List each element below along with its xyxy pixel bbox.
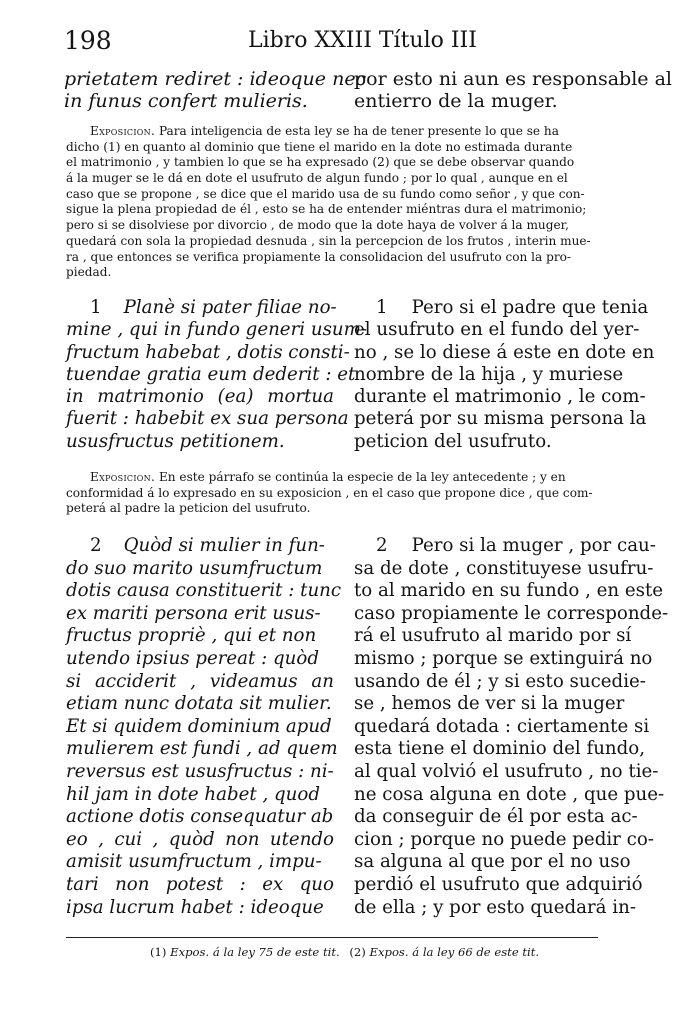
spanish-column (354, 535, 669, 919)
expos-line: quedará con sola la propiedad desnuda , sin la percepcion de los frutos , interin mue- (66, 233, 591, 248)
spanish-line: durante el matrimonio , le com- (354, 386, 646, 408)
word: potest (165, 873, 224, 895)
word: non (225, 828, 260, 850)
expos-line: pero si se disolviese por divorcio , de modo que la dote haya de volver á la muger, (66, 218, 569, 233)
exposicion-note (66, 124, 618, 281)
spanish-line: perdió el usufruto que adquirió (354, 873, 643, 895)
exposicion-note (66, 470, 618, 517)
expos-text: Para inteligencia de esta ley se ha de tener presente lo que se ha (158, 124, 559, 138)
spanish-line: caso propiamente le corresponde- (354, 602, 669, 624)
latin-line: in funus confert mulieris. (64, 90, 308, 112)
spanish-line: rá el usufruto al marido por sí (354, 625, 632, 647)
footnote-number: (2) (349, 945, 366, 959)
spanish-line: el usufruto en el fundo del yer- (354, 319, 640, 341)
expos-line: caso que se propone , se dice que el marido usa de su fundo como señor , y que con- (66, 186, 585, 201)
latin-line: actione dotis consequatur ab (66, 806, 334, 828)
latin-line: fuerit : habebit ex sua persona (66, 408, 349, 430)
paragraph-number: 1 (90, 297, 102, 318)
word: quòd (168, 828, 215, 850)
footnote-number: (1) (150, 945, 167, 959)
latin-line: fructum habebat , dotis consti- (66, 341, 350, 363)
spanish-line: sa de dote , constituyese usufru- (354, 557, 654, 579)
page-header (64, 26, 624, 60)
section-intro (64, 68, 672, 112)
word: utendo (269, 828, 334, 850)
expos-line: á la muger se le dá en dote el usufruto de algun fundo ; por lo qual , aunque en el (66, 171, 568, 186)
spanish-line: ne cosa alguna en dote , que pue- (354, 783, 665, 805)
word: , (152, 828, 159, 850)
spanish-line: cion ; porque no puede pedir co- (354, 828, 654, 850)
spanish-column (354, 68, 672, 112)
expos-text: En este párrafo se continúa la especie de la ley antecedente ; y en (158, 470, 566, 484)
expos-line: el matrimonio , y tambien lo que se ha expresado (2) que se debe observar quando (66, 155, 575, 170)
footnote-text: Expos. á la ley 66 de este tit. (369, 945, 540, 959)
word: videamus (209, 670, 298, 692)
word: in (66, 386, 84, 408)
expos-label: Exposicion. (90, 470, 156, 484)
latin-line: dotis causa constituerit : tunc (66, 580, 342, 602)
latin-line: do suo marito usumfructum (66, 557, 323, 579)
latin-line (66, 386, 334, 408)
word: eo (66, 828, 88, 850)
latin-line (66, 671, 334, 694)
latin-line: tuendae gratia eum dederit : et (66, 363, 356, 385)
word: tari (66, 873, 99, 895)
word: , (98, 828, 104, 850)
paragraph-1 (66, 297, 655, 453)
latin-line (66, 874, 334, 897)
footnote-text: Expos. á la ley 75 de este tit. (170, 945, 340, 959)
latin-line: hil jam in dote habet , quod (66, 783, 320, 805)
paragraph-number: 2 (90, 535, 102, 556)
paragraph-number: 2 (376, 535, 388, 556)
latin-line: mulierem est fundi , ad quem (66, 738, 338, 760)
word: cui (114, 828, 143, 850)
latin-line: 1 Planè si pater filiae no- (90, 297, 337, 318)
word: matrimonio (97, 386, 204, 408)
word: si (66, 670, 82, 692)
spanish-line: de ella ; y por esto quedará in- (354, 896, 636, 918)
footnotes (150, 945, 539, 959)
page-number: 198 (64, 26, 112, 55)
expos-label: Exposicion. (90, 124, 156, 138)
latin-line: amisit usumfructum , impu- (66, 851, 322, 873)
latin-line: mine , qui in fundo generi usum- (66, 319, 368, 341)
spanish-line: entierro de la muger. (354, 90, 558, 112)
spanish-line: al qual volvió el usufruto , no tie- (354, 760, 659, 782)
spanish-line: nombre de la hija , y muriese (354, 363, 624, 385)
word: non (115, 873, 150, 895)
latin-line: ex mariti persona erit usus- (66, 602, 321, 624)
footnote-divider (66, 937, 598, 938)
paragraph-2 (66, 535, 669, 919)
spanish-line: no , se lo diese á este en dote en (354, 341, 655, 363)
spanish-column (354, 297, 655, 453)
spanish-line: peterá por su misma persona la (354, 408, 647, 430)
word: , (190, 670, 196, 692)
expos-line: piedad. (66, 265, 112, 280)
expos-line (66, 470, 618, 486)
expos-line: dicho (1) en quanto al dominio que tiene el marido en la dote no estimada durante (66, 139, 573, 154)
word: ex (262, 873, 284, 895)
latin-line: reversus est ususfructus : ni- (66, 760, 334, 782)
running-head: Libro XXIII Título III (248, 28, 477, 53)
word: (ea) (217, 386, 254, 408)
spanish-line: sa alguna al que por el no uso (354, 851, 631, 873)
expos-line: peterá al padre la peticion del usufruto. (66, 501, 311, 516)
latin-line: ipsa lucrum habet : ideoque (66, 896, 324, 918)
latin-line: 2 Quòd si mulier in fun- (90, 535, 325, 556)
word: an (311, 670, 334, 692)
latin-line: prietatem rediret : ideoque nec (64, 68, 367, 90)
expos-line: ra , que entonces se verifica propiamente la consolidacion del usufruto con la pro- (66, 249, 571, 264)
word: mortua (267, 386, 334, 408)
spanish-line: se , hemos de ver si la muger (354, 693, 625, 715)
latin-line: Et si quidem dominium apud (66, 715, 332, 737)
word: acciderit (95, 670, 177, 692)
spanish-line: esta tiene el dominio del fundo, (354, 738, 645, 760)
expos-line: conformidad á lo expresado en su exposicion , en el caso que propone dice , que com- (66, 485, 593, 500)
expos-line (66, 124, 618, 140)
latin-line (66, 829, 334, 852)
latin-line: fructus propriè , qui et non (66, 625, 317, 647)
spanish-line: usando de él ; y si esto sucedie- (354, 670, 646, 692)
word: : (239, 873, 246, 895)
latin-column (66, 297, 368, 453)
spanish-line: mismo ; porque se extinguirá no (354, 647, 653, 669)
spanish-line: 2 Pero si la muger , por cau- (376, 535, 656, 556)
latin-column (64, 68, 367, 112)
paragraph-number: 1 (376, 297, 388, 318)
word: quo (299, 873, 334, 895)
expos-line: sigue la plena propiedad de él , esto se ha de entender miéntras dura el matrimonio; (66, 202, 587, 217)
spanish-line: peticion del usufruto. (354, 430, 552, 452)
latin-column (66, 535, 342, 919)
latin-line: etiam nunc dotata sit mulier. (66, 693, 332, 715)
latin-line: utendo ipsius pereat : quòd (66, 647, 319, 669)
spanish-line: por esto ni aun es responsable al (354, 68, 672, 90)
spanish-line: 1 Pero si el padre que tenia (376, 297, 649, 318)
latin-line: ususfructus petitionem. (66, 430, 285, 452)
spanish-line: quedará dotada : ciertamente si (354, 715, 650, 737)
spanish-line: to al marido en su fundo , en este (354, 580, 664, 602)
spanish-line: da conseguir de él por esta ac- (354, 806, 638, 828)
